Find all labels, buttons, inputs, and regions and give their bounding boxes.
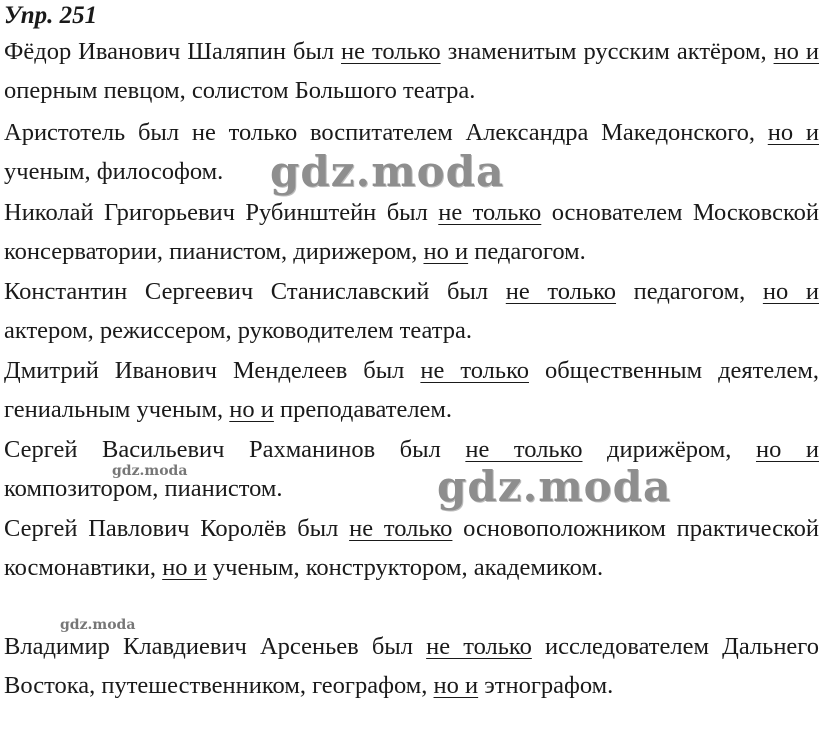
- underlined-conjunction: не только: [505, 278, 617, 305]
- exercise-title: Упр. 251: [4, 2, 98, 29]
- paragraph-4: [4, 272, 819, 350]
- text-segment: Константин Сергеевич Станиславский был: [4, 278, 506, 305]
- text-segment: преподавателем.: [273, 396, 453, 423]
- paragraph-3: [4, 193, 819, 271]
- text-segment: Владимир Клавдиевич Арсеньев был: [4, 633, 427, 660]
- text-segment: основоположником практической космонавтики,: [4, 515, 819, 581]
- underlined-conjunction: но и: [767, 119, 819, 146]
- underlined-conjunction: не только: [438, 199, 542, 226]
- underlined-conjunction: но и: [755, 436, 819, 463]
- text-segment: оперным певцом, солистом Большого театра.: [4, 77, 476, 104]
- text-segment: Дмитрий Иванович Менделеев был: [4, 357, 421, 384]
- text-segment: исследователем Дальнего Востока, путешественником, географом,: [4, 633, 819, 699]
- text-segment: актером, режиссером, руководителем театра.: [4, 317, 472, 344]
- underlined-conjunction: но и: [773, 38, 820, 65]
- watermark-large: gdz.moda: [437, 462, 672, 511]
- text-segment: Сергей Васильевич Рахманинов был: [4, 436, 466, 463]
- underlined-conjunction: но и: [433, 672, 479, 699]
- underlined-conjunction: не только: [465, 436, 583, 463]
- paragraph-7: [4, 509, 819, 587]
- text-segment: Фёдор Иванович Шаляпин был: [4, 38, 342, 65]
- text-segment: композитором, пианистом.: [4, 475, 283, 502]
- underlined-conjunction: но и: [162, 554, 207, 581]
- underlined-conjunction: не только: [426, 633, 532, 660]
- text-segment: Аристотель был не только воспитателем Александра Македонского,: [4, 119, 768, 146]
- underlined-conjunction: но и: [229, 396, 274, 423]
- text-segment: этнографом.: [478, 672, 614, 699]
- text-segment: дирижёром,: [582, 436, 756, 463]
- watermark-small: gdz.moda: [112, 463, 188, 479]
- text-segment: основателем Московской консерватории, пианистом, дирижером,: [4, 199, 819, 265]
- watermark-small: gdz.moda: [60, 617, 136, 633]
- paragraph-5: [4, 351, 819, 429]
- text-segment: Сергей Павлович Королёв был: [4, 515, 350, 542]
- text-segment: ученым, философом.: [4, 158, 224, 185]
- underlined-conjunction: не только: [349, 515, 453, 542]
- paragraph-8: [4, 627, 819, 705]
- underlined-conjunction: но и: [762, 278, 819, 305]
- text-segment: знаменитым русским актёром,: [440, 38, 774, 65]
- text-segment: Николай Григорьевич Рубинштейн был: [4, 199, 439, 226]
- underlined-conjunction: не только: [420, 357, 529, 384]
- paragraph-1: [4, 32, 819, 110]
- text-segment: ученым, конструктором, академиком.: [206, 554, 604, 581]
- text-segment: общественным деятелем, гениальным ученым,: [4, 357, 819, 423]
- text-segment: педагогом.: [468, 238, 586, 265]
- underlined-conjunction: но и: [423, 238, 469, 265]
- text-segment: педагогом,: [616, 278, 763, 305]
- watermark-large: gdz.moda: [270, 147, 505, 196]
- underlined-conjunction: не только: [341, 38, 441, 65]
